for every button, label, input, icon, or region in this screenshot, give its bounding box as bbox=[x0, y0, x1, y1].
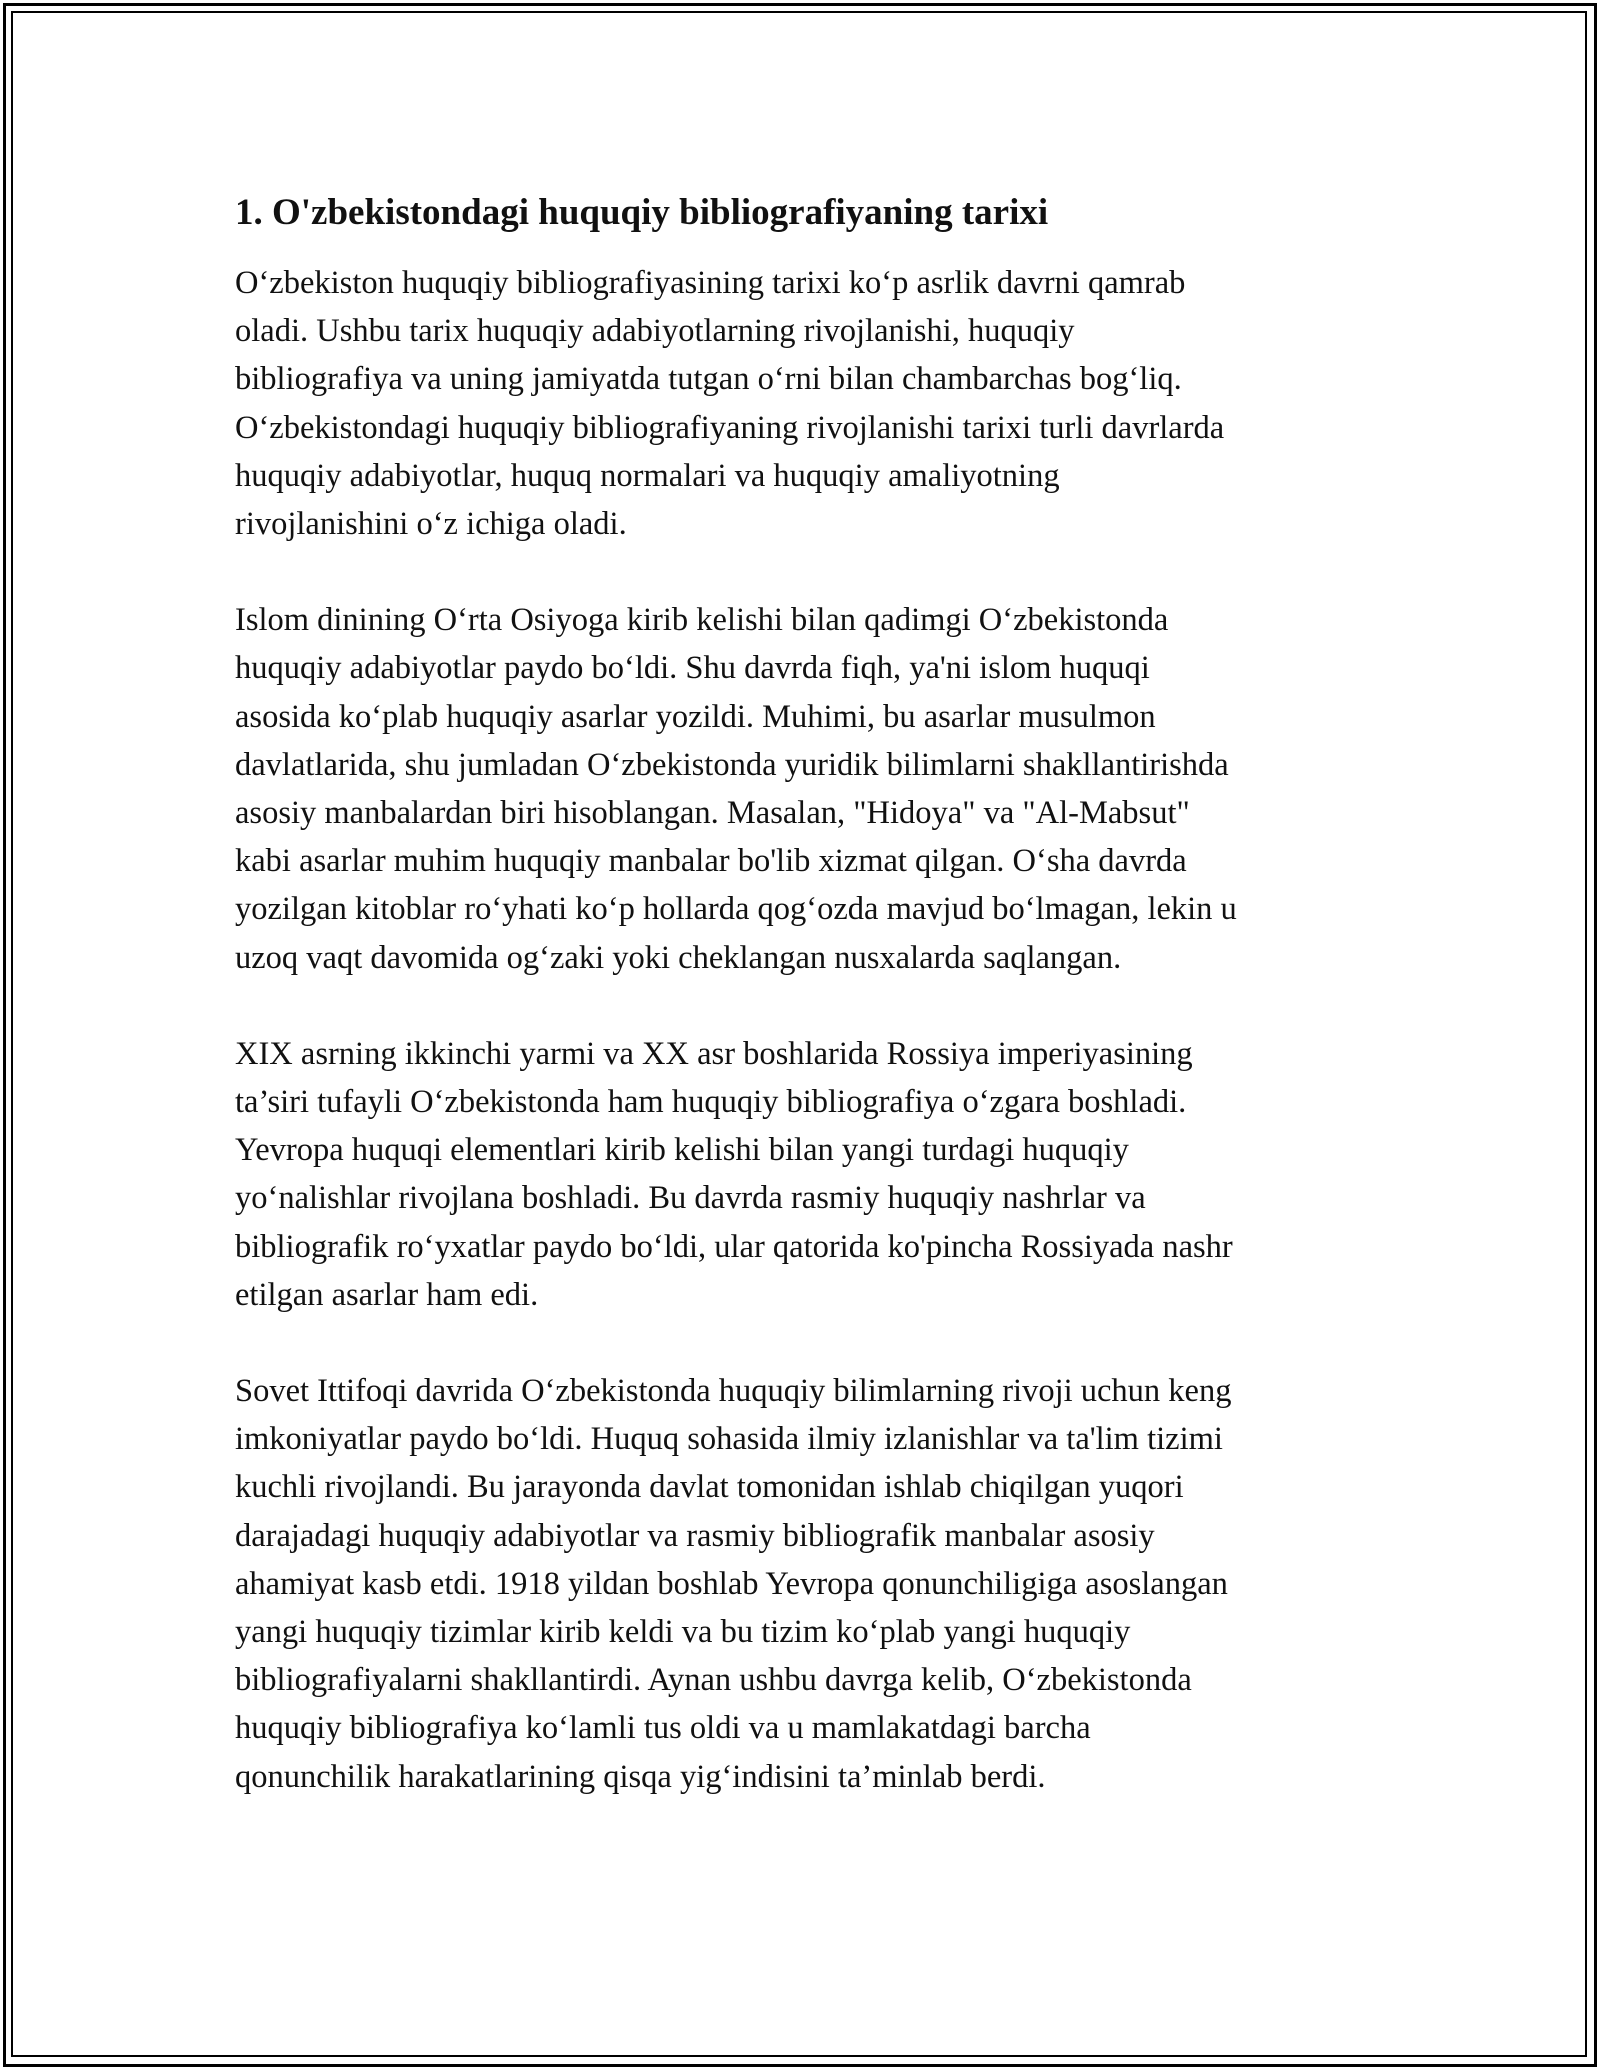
paragraph-4 bbox=[235, 1367, 1375, 1801]
paragraph-line: huquqiy bibliografiya ko‘lamli tus oldi va u mamlakatdagi barcha bbox=[235, 1710, 1091, 1747]
paragraph-line: O‘zbekistondagi huquqiy bibliografiyaning rivojlanishi tarixi turli davrlarda bbox=[235, 409, 1225, 446]
paragraph-line: ahamiyat kasb etdi. 1918 yildan boshlab Yevropa qonunchiligiga asoslangan bbox=[235, 1565, 1228, 1602]
paragraph-line: ta’siri tufayli O‘zbekistonda ham huquqiy bibliografiya o‘zgara boshladi. bbox=[235, 1084, 1187, 1121]
paragraph-line: huquqiy adabiyotlar, huquq normalari va huquqiy amaliyotning bbox=[235, 457, 1060, 494]
paragraph-line: asosiy manbalardan biri hisoblangan. Masalan, "Hidoya" va "Al-Mabsut" bbox=[235, 795, 1190, 832]
paragraph-line: imkoniyatlar paydo bo‘ldi. Huquq sohasida ilmiy izlanishlar va ta'lim tizimi bbox=[235, 1421, 1223, 1458]
paragraph-line: yangi huquqiy tizimlar kirib keldi va bu tizim ko‘plab yangi huquqiy bbox=[235, 1614, 1131, 1651]
paragraph-line: yo‘nalishlar rivojlana boshladi. Bu davrda rasmiy huquqiy nashrlar va bbox=[235, 1180, 1146, 1217]
paragraph-line: bibliografiyalarni shakllantirdi. Aynan ushbu davrga kelib, O‘zbekistonda bbox=[235, 1662, 1192, 1699]
paragraph-line: Yevropa huquqi elementlari kirib kelishi bilan yangi turdagi huquqiy bbox=[235, 1132, 1129, 1169]
paragraph-line: kuchli rivojlandi. Bu jarayonda davlat tomonidan ishlab chiqilgan yuqori bbox=[235, 1469, 1184, 1506]
document-body bbox=[235, 185, 1375, 1849]
paragraph-line: huquqiy adabiyotlar paydo bo‘ldi. Shu davrda fiqh, ya'ni islom huquqi bbox=[235, 650, 1150, 687]
paragraph-line: darajadagi huquqiy adabiyotlar va rasmiy bibliografik manbalar asosiy bbox=[235, 1517, 1155, 1554]
paragraph-line: yozilgan kitoblar ro‘yhati ko‘p hollarda qog‘ozda mavjud bo‘lmagan, lekin u bbox=[235, 891, 1237, 928]
paragraph-line: Sovet Ittifoqi davrida O‘zbekistonda huquqiy bilimlarning rivoji uchun keng bbox=[235, 1373, 1232, 1410]
paragraph-line: qonunchilik harakatlarining qisqa yig‘indisini ta’minlab berdi. bbox=[235, 1758, 1046, 1795]
paragraph-line: XIX asrning ikkinchi yarmi va XX asr boshlarida Rossiya imperiyasining bbox=[235, 1035, 1193, 1072]
paragraph-line: Islom dinining O‘rta Osiyoga kirib kelishi bilan qadimgi O‘zbekistonda bbox=[235, 602, 1169, 639]
paragraph-line: bibliografiya va uning jamiyatda tutgan o‘rni bilan chambarchas bog‘liq. bbox=[235, 361, 1182, 398]
paragraph-1 bbox=[235, 259, 1375, 548]
paragraph-line: davlatlarida, shu jumladan O‘zbekistonda yuridik bilimlarni shakllantirishda bbox=[235, 746, 1229, 783]
section-heading: 1. O'zbekistondagi huquqiy bibliografiyaning tarixi bbox=[235, 192, 1049, 233]
paragraph-line: asosida ko‘plab huquqiy asarlar yozildi. Muhimi, bu asarlar musulmon bbox=[235, 698, 1156, 735]
paragraph-line: uzoq vaqt davomida og‘zaki yoki cheklangan nusxalarda saqlangan. bbox=[235, 939, 1122, 976]
paragraphs-container bbox=[235, 259, 1375, 1801]
paragraph-line: kabi asarlar muhim huquqiy manbalar bo'lib xizmat qilgan. O‘sha davrda bbox=[235, 843, 1187, 880]
paragraph-line: O‘zbekiston huquqiy bibliografiyasining tarixi ko‘p asrlik davrni qamrab bbox=[235, 265, 1186, 301]
paragraph-3 bbox=[235, 1030, 1375, 1319]
paragraph-line: oladi. Ushbu tarix huquqiy adabiyotlarning rivojlanishi, huquqiy bbox=[235, 313, 1075, 350]
paragraph-line: rivojlanishini o‘z ichiga oladi. bbox=[235, 506, 627, 543]
paragraph-2 bbox=[235, 596, 1375, 982]
paragraph-line: etilgan asarlar ham edi. bbox=[235, 1276, 539, 1313]
paragraph-line: bibliografik ro‘yxatlar paydo bo‘ldi, ular qatorida ko'pincha Rossiyada nashr bbox=[235, 1228, 1233, 1265]
